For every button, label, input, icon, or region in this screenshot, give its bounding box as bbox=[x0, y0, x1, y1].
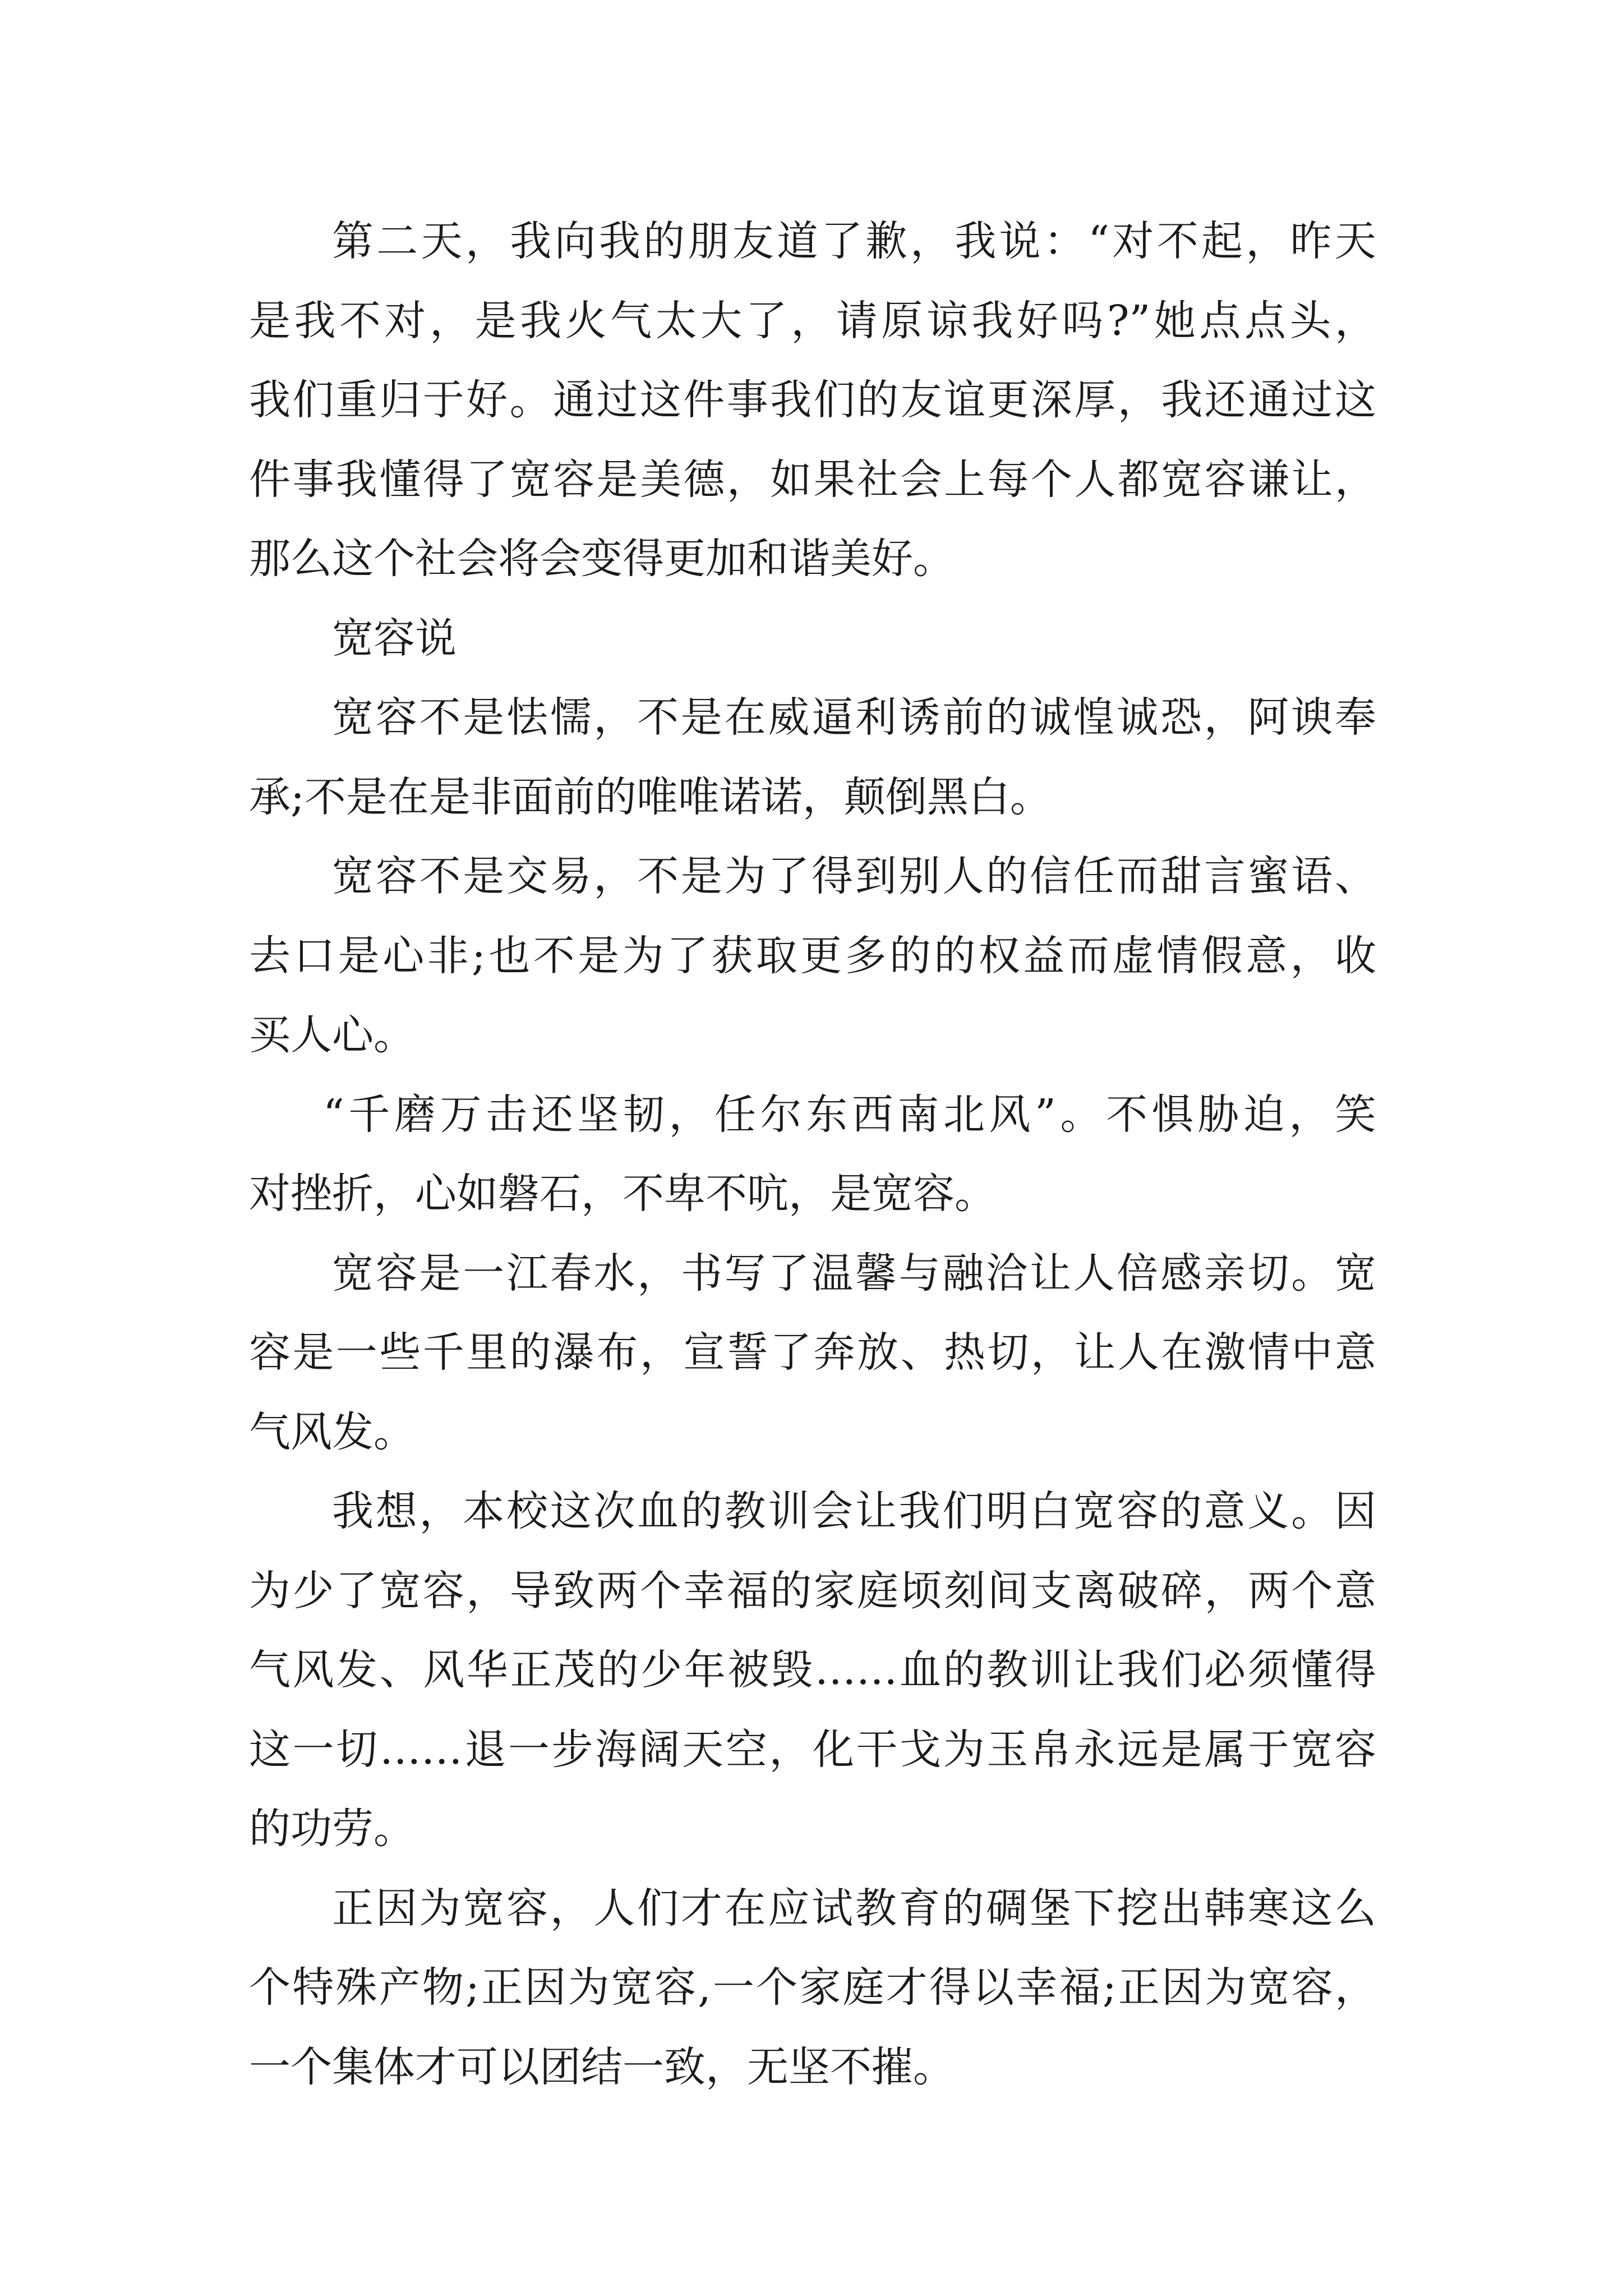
text-line: 对挫折，心如磐石，不卑不吭，是宽容。 bbox=[249, 1170, 996, 1218]
paragraph bbox=[249, 1075, 1376, 1234]
text-line: 宽容不是怯懦，不是在威逼利诱前的诚惶诚恐，阿谀奉 bbox=[332, 693, 1376, 742]
paragraph bbox=[249, 1869, 1376, 2108]
text-line: 的功劳。 bbox=[249, 1805, 415, 1853]
text-line: 为少了宽容，导致两个幸福的家庭顷刻间支离破碎，两个意 bbox=[249, 1566, 1376, 1615]
text-line: 承;不是在是非面前的唯唯诺诺，颠倒黑白。 bbox=[249, 772, 1052, 821]
text-line: 那么这个社会将会变得更加和谐美好。 bbox=[249, 535, 955, 583]
text-line: 气风发、风华正茂的少年被毁……血的教训让我们必须懂得 bbox=[249, 1646, 1376, 1694]
text-line: 件事我懂得了宽容是美德，如果社会上每个人都宽容谦让， bbox=[249, 455, 1376, 504]
text-line: 这一切……退一步海阔天空，化干戈为玉帛永远是属于宽容 bbox=[249, 1725, 1376, 1774]
text-line: 去口是心非;也不是为了获取更多的的权益而虚情假意，收 bbox=[249, 931, 1376, 980]
text-line: 买人心。 bbox=[249, 1011, 415, 1059]
text-line: 宽容是一江春水，书写了温馨与融洽让人倍感亲切。宽 bbox=[332, 1249, 1376, 1297]
paragraph bbox=[249, 202, 1376, 599]
text-line: 是我不对，是我火气太大了，请原谅我好吗?”她点点头， bbox=[249, 296, 1376, 345]
text-line: “千磨万击还坚韧，任尔东西南北风”。不惧胁迫，笑 bbox=[323, 1090, 1376, 1139]
paragraph bbox=[249, 678, 1376, 837]
text-line: 容是一些千里的瀑布，宣誓了奔放、热切，让人在激情中意 bbox=[249, 1328, 1376, 1377]
paragraph bbox=[249, 1472, 1376, 1869]
text-line: 宽容不是交易，不是为了得到别人的信任而甜言蜜语、 bbox=[332, 852, 1376, 900]
text-line: 个特殊产物;正因为宽容,一个家庭才得以幸福;正因为宽容， bbox=[249, 1963, 1376, 2012]
text-line: 正因为宽容，人们才在应试教育的碉堡下挖出韩寒这么 bbox=[332, 1884, 1376, 1932]
text-line: 宽容说 bbox=[332, 614, 457, 662]
text-line: 气风发。 bbox=[249, 1407, 415, 1456]
text-line: 我想，本校这次血的教训会让我们明白宽容的意义。因 bbox=[332, 1487, 1376, 1535]
text-line: 我们重归于好。通过这件事我们的友谊更深厚，我还通过这 bbox=[249, 376, 1376, 424]
paragraph bbox=[249, 1234, 1376, 1473]
section-heading bbox=[249, 599, 1376, 679]
document-body bbox=[249, 202, 1376, 2107]
text-line: 一个集体才可以团结一致，无坚不摧。 bbox=[249, 2042, 955, 2091]
paragraph bbox=[249, 837, 1376, 1075]
text-line: 第二天，我向我的朋友道了歉，我说：“对不起，昨天 bbox=[332, 217, 1376, 265]
